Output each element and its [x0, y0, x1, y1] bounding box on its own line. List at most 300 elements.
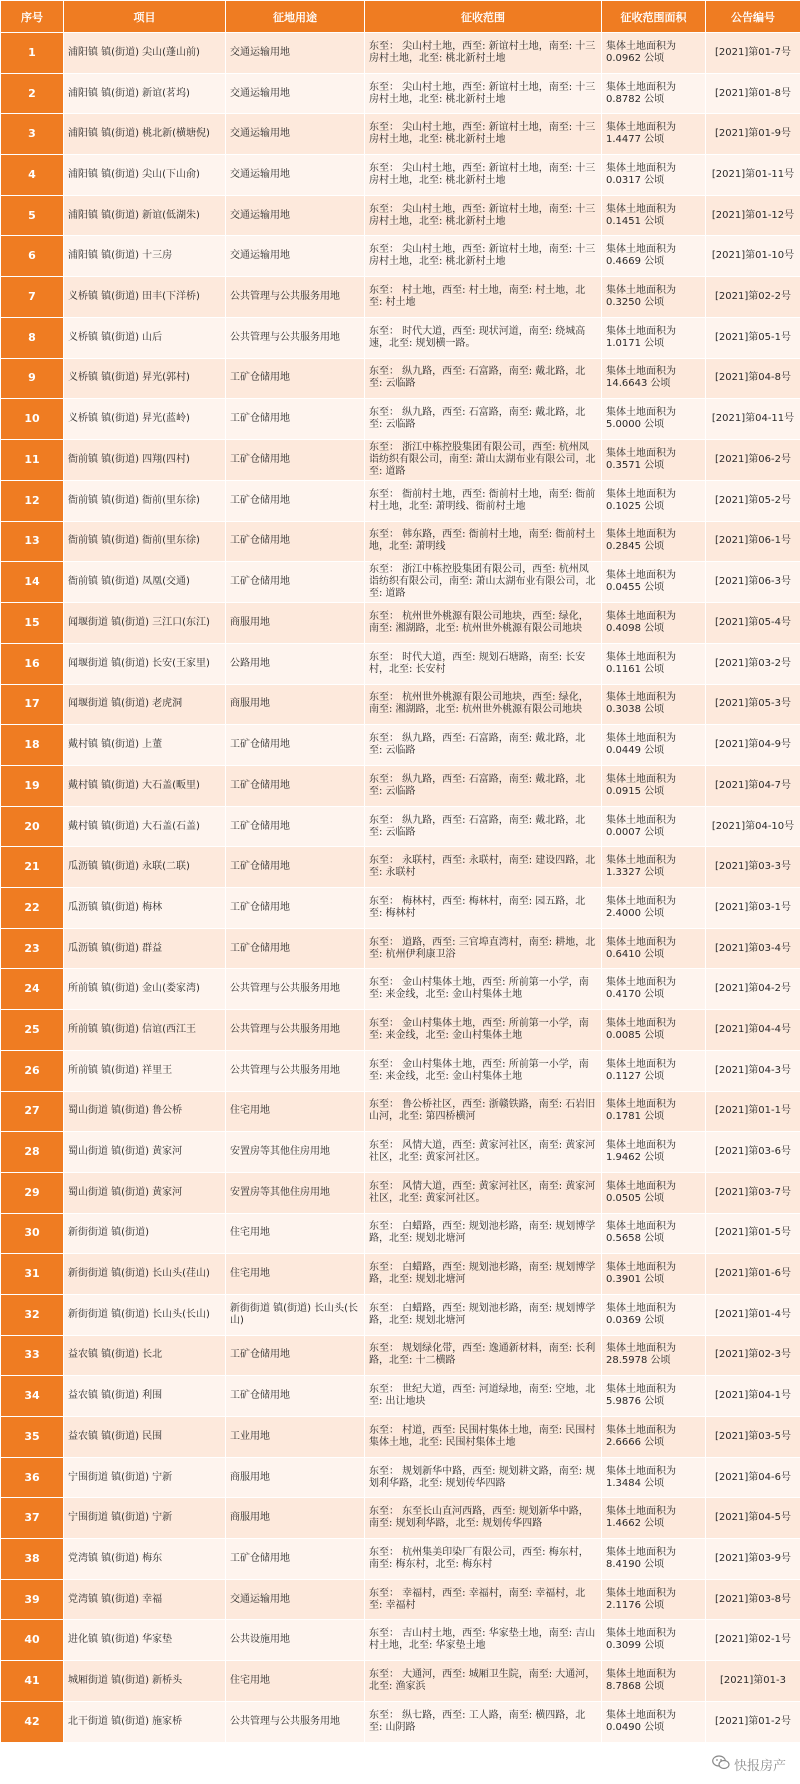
header-project: 项目	[64, 1, 226, 33]
table-row	[1, 643, 800, 684]
row-number: 31	[1, 1254, 64, 1295]
row-area: 集体土地面积为0.3038 公顷	[602, 684, 706, 725]
row-area: 集体土地面积为8.7868 公顷	[602, 1661, 706, 1702]
table-row	[1, 1661, 800, 1702]
row-notice-no: [2021]第03-2号	[706, 643, 800, 684]
row-number: 15	[1, 603, 64, 644]
row-range: 东至： 道路，西至: 三官埠直湾村，南至: 耕地，北至: 杭州伊利康卫浴	[365, 928, 602, 969]
wechat-icon	[712, 1755, 730, 1774]
row-area: 集体土地面积为0.0449 公顷	[602, 725, 706, 766]
row-project: 衙前镇 镇(街道) 四翔(四村)	[64, 439, 226, 480]
row-area: 集体土地面积为0.0007 公顷	[602, 806, 706, 847]
row-range: 东至： 韩东路，西至: 衙前村土地，南至: 衙前村土地，北至: 萧明线	[365, 521, 602, 562]
table-row	[1, 73, 800, 114]
row-use: 公共管理与公共服务用地	[226, 317, 365, 358]
row-notice-no: [2021]第01-2号	[706, 1701, 800, 1742]
row-project: 浦阳镇 镇(街道) 新谊(低湖朱)	[64, 195, 226, 236]
row-range: 东至： 纵九路，西至: 石富路，南至: 戴北路，北至: 云临路	[365, 806, 602, 847]
row-use: 工矿仓储用地	[226, 766, 365, 807]
row-range: 东至： 浙江中栋控股集团有限公司，西至: 杭州凤诣纺织有限公司，南至: 萧山太湖布业有限公司，北至: 道路	[365, 439, 602, 480]
table-row	[1, 1498, 800, 1539]
row-notice-no: [2021]第05-4号	[706, 603, 800, 644]
row-number: 1	[1, 33, 64, 74]
table-row	[1, 236, 800, 277]
row-use: 住宅用地	[226, 1213, 365, 1254]
row-project: 瓜沥镇 镇(街道) 群益	[64, 928, 226, 969]
row-use: 工矿仓储用地	[226, 439, 365, 480]
row-notice-no: [2021]第02-1号	[706, 1620, 800, 1661]
table-row	[1, 1294, 800, 1335]
row-use: 住宅用地	[226, 1661, 365, 1702]
table-row	[1, 1213, 800, 1254]
row-notice-no: [2021]第06-1号	[706, 521, 800, 562]
table-row	[1, 1010, 800, 1051]
row-project: 义桥镇 镇(街道) 昇光(郭村)	[64, 358, 226, 399]
row-project: 益农镇 镇(街道) 长北	[64, 1335, 226, 1376]
row-project: 衙前镇 镇(街道) 凤凰(交通)	[64, 562, 226, 603]
table-header-row	[1, 1, 800, 33]
table-row	[1, 969, 800, 1010]
table-row	[1, 114, 800, 155]
watermark-text: 快报房产	[733, 1759, 786, 1774]
row-notice-no: [2021]第03-8号	[706, 1579, 800, 1620]
row-use: 工矿仓储用地	[226, 521, 365, 562]
row-number: 4	[1, 155, 64, 196]
row-range: 东至： 吉山村土地，西至: 华家垫土地，南至: 吉山村土地，北至: 华家垫土地	[365, 1620, 602, 1661]
row-notice-no: [2021]第05-1号	[706, 317, 800, 358]
table-row	[1, 277, 800, 318]
row-use: 公共管理与公共服务用地	[226, 1010, 365, 1051]
row-area: 集体土地面积为0.3571 公顷	[602, 439, 706, 480]
row-project: 浦阳镇 镇(街道) 十三房	[64, 236, 226, 277]
row-range: 东至： 金山村集体土地，西至: 所前第一小学，南至: 来金线，北至: 金山村集体土地	[365, 1050, 602, 1091]
header-no: 公告编号	[706, 1, 800, 33]
row-project: 浦阳镇 镇(街道) 尖山(蓬山前)	[64, 33, 226, 74]
row-area: 集体土地面积为0.0915 公顷	[602, 766, 706, 807]
row-range: 东至： 杭州世外桃源有限公司地块，西至: 绿化，南至: 湘湖路，北至: 杭州世外桃源有限公司地块	[365, 603, 602, 644]
table-row	[1, 928, 800, 969]
row-number: 30	[1, 1213, 64, 1254]
row-use: 工矿仓储用地	[226, 358, 365, 399]
row-use: 公共管理与公共服务用地	[226, 277, 365, 318]
row-use: 公共管理与公共服务用地	[226, 969, 365, 1010]
table-row	[1, 766, 800, 807]
row-number: 32	[1, 1294, 64, 1335]
row-range: 东至： 尖山村土地，西至: 新谊村土地，南至: 十三房村土地，北至: 桃北新村土地	[365, 195, 602, 236]
row-project: 蜀山街道 镇(街道) 黄家河	[64, 1132, 226, 1173]
row-number: 42	[1, 1701, 64, 1742]
row-notice-no: [2021]第01-5号	[706, 1213, 800, 1254]
row-number: 37	[1, 1498, 64, 1539]
row-notice-no: [2021]第04-6号	[706, 1457, 800, 1498]
watermark	[708, 1753, 790, 1776]
row-area: 集体土地面积为2.4000 公顷	[602, 888, 706, 929]
row-project: 戴村镇 镇(街道) 上董	[64, 725, 226, 766]
row-project: 闻堰街道 镇(街道) 老虎洞	[64, 684, 226, 725]
row-range: 东至： 杭州世外桃源有限公司地块，西至: 绿化，南至: 湘湖路，北至: 杭州世外桃源有限公司地块	[365, 684, 602, 725]
row-number: 5	[1, 195, 64, 236]
row-notice-no: [2021]第06-2号	[706, 439, 800, 480]
row-number: 7	[1, 277, 64, 318]
row-notice-no: [2021]第02-2号	[706, 277, 800, 318]
row-number: 3	[1, 114, 64, 155]
row-use: 商服用地	[226, 603, 365, 644]
row-number: 10	[1, 399, 64, 440]
table-row	[1, 1050, 800, 1091]
table-body	[1, 33, 800, 1743]
row-area: 集体土地面积为0.1451 公顷	[602, 195, 706, 236]
row-notice-no: [2021]第01-7号	[706, 33, 800, 74]
row-number: 13	[1, 521, 64, 562]
row-project: 所前镇 镇(街道) 金山(娄家湾)	[64, 969, 226, 1010]
row-area: 集体土地面积为0.3901 公顷	[602, 1254, 706, 1295]
row-area: 集体土地面积为0.6410 公顷	[602, 928, 706, 969]
row-number: 26	[1, 1050, 64, 1091]
row-project: 戴村镇 镇(街道) 大石盖(畈里)	[64, 766, 226, 807]
row-area: 集体土地面积为0.8782 公顷	[602, 73, 706, 114]
row-use: 工矿仓储用地	[226, 888, 365, 929]
row-use: 工矿仓储用地	[226, 1335, 365, 1376]
row-area: 集体土地面积为8.4190 公顷	[602, 1539, 706, 1580]
row-notice-no: [2021]第04-4号	[706, 1010, 800, 1051]
row-area: 集体土地面积为0.0490 公顷	[602, 1701, 706, 1742]
row-project: 宁围街道 镇(街道) 宁新	[64, 1498, 226, 1539]
row-use: 交通运输用地	[226, 155, 365, 196]
row-notice-no: [2021]第01-4号	[706, 1294, 800, 1335]
row-notice-no: [2021]第03-9号	[706, 1539, 800, 1580]
row-use: 安置房等其他住房用地	[226, 1172, 365, 1213]
row-number: 11	[1, 439, 64, 480]
row-project: 浦阳镇 镇(街道) 尖山(下山俞)	[64, 155, 226, 196]
table-row	[1, 847, 800, 888]
row-area: 集体土地面积为0.0085 公顷	[602, 1010, 706, 1051]
row-area: 集体土地面积为0.0317 公顷	[602, 155, 706, 196]
row-number: 36	[1, 1457, 64, 1498]
row-notice-no: [2021]第01-3	[706, 1661, 800, 1702]
row-notice-no: [2021]第04-10号	[706, 806, 800, 847]
row-number: 14	[1, 562, 64, 603]
row-area: 集体土地面积为0.0505 公顷	[602, 1172, 706, 1213]
header-idx: 序号	[1, 1, 64, 33]
table-row	[1, 317, 800, 358]
row-range: 东至： 白蜡路，西至: 规划池杉路，南至: 规划博学路，北至: 规划北塘河	[365, 1294, 602, 1335]
row-use: 交通运输用地	[226, 1579, 365, 1620]
table-row	[1, 1376, 800, 1417]
row-area: 集体土地面积为2.6666 公顷	[602, 1417, 706, 1458]
row-use: 工矿仓储用地	[226, 806, 365, 847]
row-area: 集体土地面积为0.1781 公顷	[602, 1091, 706, 1132]
row-number: 16	[1, 643, 64, 684]
row-project: 衙前镇 镇(街道) 衙前(里东徐)	[64, 480, 226, 521]
row-number: 8	[1, 317, 64, 358]
row-notice-no: [2021]第01-1号	[706, 1091, 800, 1132]
table-row	[1, 806, 800, 847]
row-range: 东至： 尖山村土地，西至: 新谊村土地，南至: 十三房村土地，北至: 桃北新村土地	[365, 33, 602, 74]
table-row	[1, 1620, 800, 1661]
row-range: 东至： 金山村集体土地，西至: 所前第一小学，南至: 来金线，北至: 金山村集体土地	[365, 1010, 602, 1051]
row-project: 益农镇 镇(街道) 利围	[64, 1376, 226, 1417]
row-area: 集体土地面积为0.0369 公顷	[602, 1294, 706, 1335]
row-project: 所前镇 镇(街道) 信谊(西江王	[64, 1010, 226, 1051]
row-project: 蜀山街道 镇(街道) 黄家河	[64, 1172, 226, 1213]
row-range: 东至： 白蜡路，西至: 规划池杉路，南至: 规划博学路，北至: 规划北塘河	[365, 1254, 602, 1295]
row-notice-no: [2021]第04-5号	[706, 1498, 800, 1539]
row-range: 东至： 衙前村土地，西至: 衙前村土地，南至: 衙前村土地，北至: 萧明线、衙前村土地	[365, 480, 602, 521]
row-project: 浦阳镇 镇(街道) 桃北新(横塘倪)	[64, 114, 226, 155]
table-row	[1, 1091, 800, 1132]
table-row	[1, 155, 800, 196]
row-range: 东至： 金山村集体土地，西至: 所前第一小学，南至: 来金线，北至: 金山村集体土地	[365, 969, 602, 1010]
row-project: 新街街道 镇(街道)	[64, 1213, 226, 1254]
row-range: 东至： 幸福村，西至: 幸福村，南至: 幸福村，北至: 幸福村	[365, 1579, 602, 1620]
row-range: 东至： 浙江中栋控股集团有限公司，西至: 杭州凤诣纺织有限公司，南至: 萧山太湖布业有限公司，北至: 道路	[365, 562, 602, 603]
row-use: 公共管理与公共服务用地	[226, 1701, 365, 1742]
row-use: 公路用地	[226, 643, 365, 684]
row-range: 东至： 纵九路，西至: 石富路，南至: 戴北路，北至: 云临路	[365, 399, 602, 440]
row-number: 35	[1, 1417, 64, 1458]
row-use: 工矿仓储用地	[226, 928, 365, 969]
row-area: 集体土地面积为0.1127 公顷	[602, 1050, 706, 1091]
row-number: 39	[1, 1579, 64, 1620]
row-area: 集体土地面积为0.2845 公顷	[602, 521, 706, 562]
table-row	[1, 603, 800, 644]
row-range: 东至： 时代大道，西至: 规划石塘路，南至: 长安村，北至: 长安村	[365, 643, 602, 684]
row-range: 东至： 永联村，西至: 永联村，南至: 建设四路，北至: 永联村	[365, 847, 602, 888]
row-range: 东至： 世纪大道，西至: 河道绿地，南至: 空地，北至: 出让地块	[365, 1376, 602, 1417]
row-notice-no: [2021]第01-12号	[706, 195, 800, 236]
row-use: 住宅用地	[226, 1091, 365, 1132]
table-row	[1, 684, 800, 725]
row-project: 瓜沥镇 镇(街道) 梅林	[64, 888, 226, 929]
row-project: 益农镇 镇(街道) 民围	[64, 1417, 226, 1458]
row-notice-no: [2021]第05-3号	[706, 684, 800, 725]
row-use: 交通运输用地	[226, 236, 365, 277]
row-area: 集体土地面积为1.0171 公顷	[602, 317, 706, 358]
row-use: 商服用地	[226, 1498, 365, 1539]
row-area: 集体土地面积为0.5658 公顷	[602, 1213, 706, 1254]
row-project: 新街街道 镇(街道) 长山头(荏山)	[64, 1254, 226, 1295]
table-row	[1, 1539, 800, 1580]
row-area: 集体土地面积为0.1025 公顷	[602, 480, 706, 521]
row-area: 集体土地面积为14.6643 公顷	[602, 358, 706, 399]
row-notice-no: [2021]第01-11号	[706, 155, 800, 196]
row-range: 东至： 杭州集美印染厂有限公司，西至: 梅东村，南至: 梅东村，北至: 梅东村	[365, 1539, 602, 1580]
row-range: 东至： 尖山村土地，西至: 新谊村土地，南至: 十三房村土地，北至: 桃北新村土地	[365, 236, 602, 277]
row-area: 集体土地面积为1.3484 公顷	[602, 1457, 706, 1498]
row-range: 东至： 大通河，西至: 城厢卫生院，南至: 大通河，北至: 渔家浜	[365, 1661, 602, 1702]
row-area: 集体土地面积为5.0000 公顷	[602, 399, 706, 440]
row-notice-no: [2021]第03-7号	[706, 1172, 800, 1213]
row-notice-no: [2021]第01-6号	[706, 1254, 800, 1295]
row-project: 浦阳镇 镇(街道) 新谊(茗坞)	[64, 73, 226, 114]
row-range: 东至： 东至长山直河西路，西至: 规划新华中路，南至: 规划利华路，北至: 规划传华四路	[365, 1498, 602, 1539]
row-number: 33	[1, 1335, 64, 1376]
row-range: 东至： 尖山村土地，西至: 新谊村土地，南至: 十三房村土地，北至: 桃北新村土地	[365, 155, 602, 196]
row-number: 22	[1, 888, 64, 929]
row-range: 东至： 白蜡路，西至: 规划池杉路，南至: 规划博学路，北至: 规划北塘河	[365, 1213, 602, 1254]
row-area: 集体土地面积为0.3250 公顷	[602, 277, 706, 318]
row-notice-no: [2021]第01-10号	[706, 236, 800, 277]
row-range: 东至： 纵九路，西至: 石富路，南至: 戴北路，北至: 云临路	[365, 358, 602, 399]
table-row	[1, 1335, 800, 1376]
row-notice-no: [2021]第04-2号	[706, 969, 800, 1010]
row-area: 集体土地面积为2.1176 公顷	[602, 1579, 706, 1620]
row-number: 27	[1, 1091, 64, 1132]
row-number: 34	[1, 1376, 64, 1417]
row-project: 戴村镇 镇(街道) 大石盖(石盖)	[64, 806, 226, 847]
row-number: 21	[1, 847, 64, 888]
row-use: 工矿仓储用地	[226, 1539, 365, 1580]
row-range: 东至： 纵七路，西至: 工人路，南至: 横四路，北至: 山阴路	[365, 1701, 602, 1742]
row-use: 工矿仓储用地	[226, 399, 365, 440]
row-area: 集体土地面积为5.9876 公顷	[602, 1376, 706, 1417]
row-notice-no: [2021]第03-3号	[706, 847, 800, 888]
row-area: 集体土地面积为1.3327 公顷	[602, 847, 706, 888]
header-use: 征地用途	[226, 1, 365, 33]
row-use: 交通运输用地	[226, 114, 365, 155]
row-number: 38	[1, 1539, 64, 1580]
row-range: 东至： 规划新华中路，西至: 规划耕文路，南至: 规划利华路，北至: 规划传华四路	[365, 1457, 602, 1498]
table-row	[1, 1132, 800, 1173]
row-use: 工矿仓储用地	[226, 847, 365, 888]
row-area: 集体土地面积为28.5978 公顷	[602, 1335, 706, 1376]
row-use: 住宅用地	[226, 1254, 365, 1295]
row-use: 交通运输用地	[226, 195, 365, 236]
row-project: 衙前镇 镇(街道) 衙前(里东徐)	[64, 521, 226, 562]
row-area: 集体土地面积为0.0455 公顷	[602, 562, 706, 603]
table-row	[1, 521, 800, 562]
row-number: 9	[1, 358, 64, 399]
header-area: 征收范围面积	[602, 1, 706, 33]
row-use: 商服用地	[226, 1457, 365, 1498]
row-notice-no: [2021]第04-9号	[706, 725, 800, 766]
table-row	[1, 1254, 800, 1295]
row-area: 集体土地面积为0.4669 公顷	[602, 236, 706, 277]
row-area: 集体土地面积为1.9462 公顷	[602, 1132, 706, 1173]
row-range: 东至： 规划绿化带，西至: 逸通新材料，南至: 长利路，北至: 十二横路	[365, 1335, 602, 1376]
table-row	[1, 888, 800, 929]
row-area: 集体土地面积为0.3099 公顷	[602, 1620, 706, 1661]
table-row	[1, 1457, 800, 1498]
row-notice-no: [2021]第04-3号	[706, 1050, 800, 1091]
row-area: 集体土地面积为0.0962 公顷	[602, 33, 706, 74]
row-number: 20	[1, 806, 64, 847]
row-use: 公共管理与公共服务用地	[226, 1050, 365, 1091]
row-notice-no: [2021]第03-1号	[706, 888, 800, 929]
row-notice-no: [2021]第02-3号	[706, 1335, 800, 1376]
table-row	[1, 195, 800, 236]
header-range: 征收范围	[365, 1, 602, 33]
row-project: 党湾镇 镇(街道) 幸福	[64, 1579, 226, 1620]
row-notice-no: [2021]第01-9号	[706, 114, 800, 155]
row-range: 东至： 纵九路，西至: 石富路，南至: 戴北路，北至: 云临路	[365, 766, 602, 807]
row-notice-no: [2021]第04-8号	[706, 358, 800, 399]
row-use: 工业用地	[226, 1417, 365, 1458]
row-project: 所前镇 镇(街道) 祥里王	[64, 1050, 226, 1091]
row-notice-no: [2021]第04-1号	[706, 1376, 800, 1417]
table-row	[1, 562, 800, 603]
row-number: 24	[1, 969, 64, 1010]
table-row	[1, 725, 800, 766]
row-project: 义桥镇 镇(街道) 田丰(下洋桥)	[64, 277, 226, 318]
row-area: 集体土地面积为1.4662 公顷	[602, 1498, 706, 1539]
row-notice-no: [2021]第03-4号	[706, 928, 800, 969]
table-row	[1, 1417, 800, 1458]
table-row	[1, 33, 800, 74]
row-number: 28	[1, 1132, 64, 1173]
table-row	[1, 439, 800, 480]
row-range: 东至： 梅林村，西至: 梅林村，南至: 园五路，北至: 梅林村	[365, 888, 602, 929]
row-range: 东至： 村土地，西至: 村土地，南至: 村土地，北至: 村土地	[365, 277, 602, 318]
row-range: 东至： 风情大道，西至: 黄家河社区，南至: 黄家河社区，北至: 黄家河社区。	[365, 1172, 602, 1213]
row-number: 17	[1, 684, 64, 725]
table-row	[1, 1701, 800, 1742]
row-use: 工矿仓储用地	[226, 1376, 365, 1417]
row-number: 40	[1, 1620, 64, 1661]
table-row	[1, 1172, 800, 1213]
row-use: 工矿仓储用地	[226, 480, 365, 521]
row-project: 进化镇 镇(街道) 华家垫	[64, 1620, 226, 1661]
row-project: 闻堰街道 镇(街道) 三江口(东江)	[64, 603, 226, 644]
row-project: 党湾镇 镇(街道) 梅东	[64, 1539, 226, 1580]
row-range: 东至： 鲁公桥社区，西至: 浙赣铁路，南至: 石岩旧山河，北至: 第四桥横河	[365, 1091, 602, 1132]
table-row	[1, 358, 800, 399]
row-range: 东至： 村道，西至: 民围村集体土地，南至: 民围村集体土地，北至: 民围村集体土地	[365, 1417, 602, 1458]
row-number: 2	[1, 73, 64, 114]
row-use: 工矿仓储用地	[226, 562, 365, 603]
row-number: 6	[1, 236, 64, 277]
row-notice-no: [2021]第06-3号	[706, 562, 800, 603]
row-project: 瓜沥镇 镇(街道) 永联(二联)	[64, 847, 226, 888]
row-notice-no: [2021]第01-8号	[706, 73, 800, 114]
row-area: 集体土地面积为0.4098 公顷	[602, 603, 706, 644]
row-notice-no: [2021]第03-6号	[706, 1132, 800, 1173]
row-area: 集体土地面积为0.4170 公顷	[602, 969, 706, 1010]
row-use: 公共设施用地	[226, 1620, 365, 1661]
row-notice-no: [2021]第03-5号	[706, 1417, 800, 1458]
row-use: 安置房等其他住房用地	[226, 1132, 365, 1173]
row-project: 闻堰街道 镇(街道) 长安(王家里)	[64, 643, 226, 684]
row-notice-no: [2021]第05-2号	[706, 480, 800, 521]
row-project: 北干街道 镇(街道) 施家桥	[64, 1701, 226, 1742]
row-number: 25	[1, 1010, 64, 1051]
row-project: 宁围街道 镇(街道) 宁新	[64, 1457, 226, 1498]
row-area: 集体土地面积为1.4477 公顷	[602, 114, 706, 155]
row-number: 18	[1, 725, 64, 766]
row-range: 东至： 风情大道，西至: 黄家河社区，南至: 黄家河社区，北至: 黄家河社区。	[365, 1132, 602, 1173]
row-use: 交通运输用地	[226, 73, 365, 114]
row-use: 交通运输用地	[226, 33, 365, 74]
row-number: 23	[1, 928, 64, 969]
row-range: 东至： 尖山村土地，西至: 新谊村土地，南至: 十三房村土地，北至: 桃北新村土地	[365, 73, 602, 114]
row-use: 工矿仓储用地	[226, 725, 365, 766]
row-use: 新街街道 镇(街道) 长山头(长山)	[226, 1294, 365, 1335]
row-project: 城厢街道 镇(街道) 新桥头	[64, 1661, 226, 1702]
row-project: 义桥镇 镇(街道) 山后	[64, 317, 226, 358]
row-range: 东至： 尖山村土地，西至: 新谊村土地，南至: 十三房村土地，北至: 桃北新村土地	[365, 114, 602, 155]
row-area: 集体土地面积为0.1161 公顷	[602, 643, 706, 684]
row-number: 41	[1, 1661, 64, 1702]
row-notice-no: [2021]第04-7号	[706, 766, 800, 807]
row-project: 新街街道 镇(街道) 长山头(长山)	[64, 1294, 226, 1335]
table-row	[1, 399, 800, 440]
row-number: 19	[1, 766, 64, 807]
row-number: 12	[1, 480, 64, 521]
row-number: 29	[1, 1172, 64, 1213]
row-use: 商服用地	[226, 684, 365, 725]
table-row	[1, 1579, 800, 1620]
table-row	[1, 480, 800, 521]
